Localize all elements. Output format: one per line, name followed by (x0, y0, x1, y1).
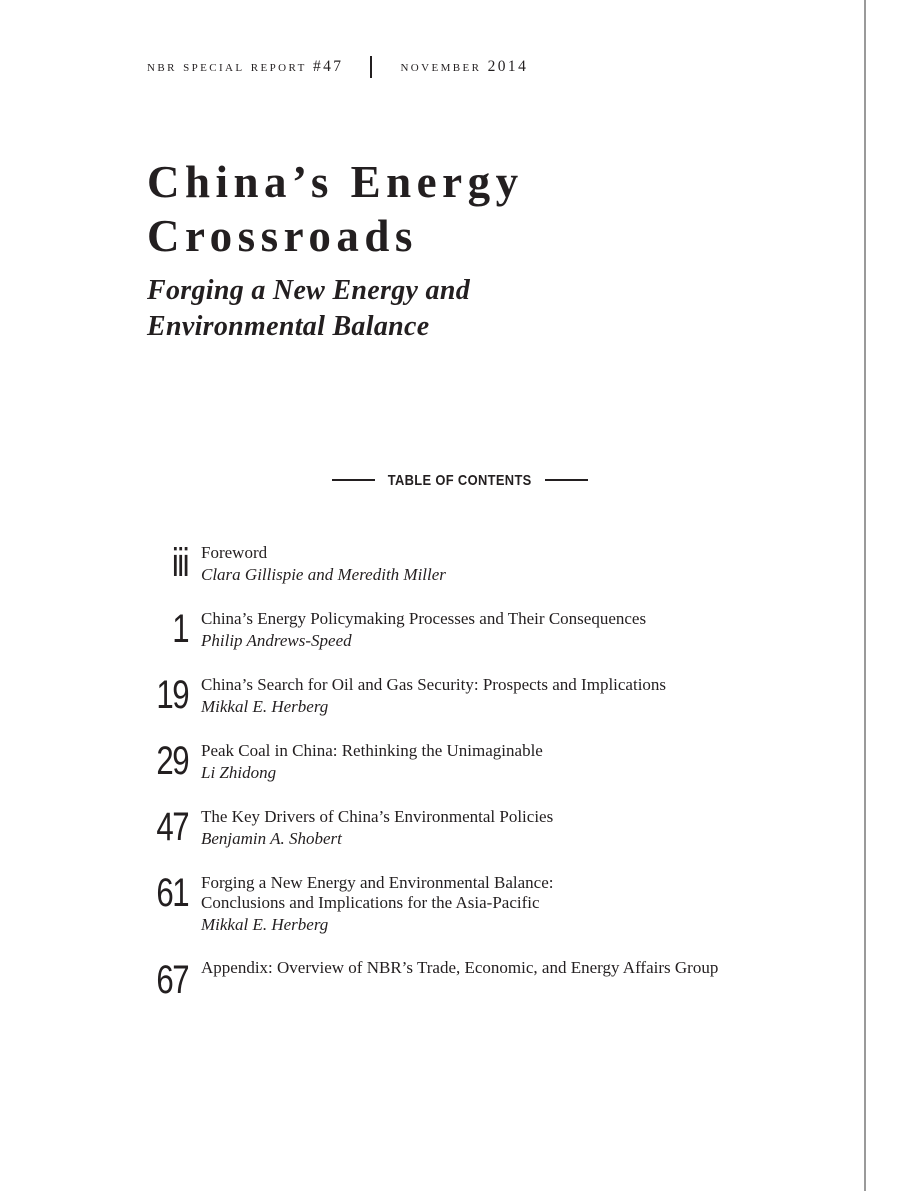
toc-entry-title-line-2[interactable]: Conclusions and Implications for the Asia-Pacific (201, 893, 540, 912)
header-divider (370, 56, 372, 78)
report-title-line-1: China’s Energy (147, 157, 524, 207)
report-subtitle (147, 273, 470, 345)
toc-entry-title[interactable]: Foreword (201, 543, 268, 562)
toc-entry-author: Mikkal E. Herberg (201, 915, 329, 934)
report-title (147, 155, 524, 263)
report-series: nbr special report #47 (147, 58, 344, 75)
toc-entry-author: Benjamin A. Shobert (201, 829, 342, 848)
toc-entry-title[interactable]: China’s Search for Oil and Gas Security: Prospects and Implications (201, 675, 667, 694)
toc-page-number: 47 (156, 805, 188, 849)
page-edge-rule (864, 0, 866, 1191)
toc-entry-title[interactable]: Forging a New Energy and Environmental Balance: (201, 873, 554, 892)
toc-page-number: 67 (156, 958, 188, 1002)
report-header (147, 55, 528, 79)
toc-heading-left-rule (332, 479, 375, 481)
toc-page-number: 29 (156, 739, 188, 783)
toc-entry-author: Li Zhidong (201, 763, 277, 782)
toc-heading (332, 468, 588, 492)
toc-entry-text (201, 873, 554, 935)
toc-entry-title[interactable]: The Key Drivers of China’s Environmental Policies (201, 807, 554, 826)
toc-entry-text (201, 609, 646, 651)
toc-page-number: iii (171, 541, 188, 585)
toc-entry-text (201, 543, 446, 585)
report-subtitle-line-1: Forging a New Energy and (147, 275, 471, 306)
toc-page-number: 19 (156, 673, 188, 717)
toc-entry-author: Mikkal E. Herberg (201, 697, 329, 716)
toc-entry-text (201, 958, 718, 978)
toc-entry-author: Philip Andrews-Speed (201, 631, 352, 650)
toc-heading-right-rule (545, 479, 588, 481)
toc-entry-text (201, 675, 666, 717)
toc-page-number: 1 (172, 607, 188, 651)
toc-entry-text (201, 807, 553, 849)
report-date: november 2014 (400, 58, 529, 75)
toc-entry-title[interactable]: Peak Coal in China: Rethinking the Unimaginable (201, 741, 543, 760)
report-title-line-2: Crossroads (147, 211, 418, 261)
toc-entry-text (201, 741, 543, 783)
toc-entry-title[interactable]: Appendix: Overview of NBR’s Trade, Economic, and Energy Affairs Group (201, 958, 719, 977)
toc-heading-label: TABLE OF CONTENTS (388, 471, 532, 489)
toc-page-number: 61 (156, 871, 188, 915)
report-subtitle-line-2: Environmental Balance (147, 311, 430, 342)
toc-entry-title[interactable]: China’s Energy Policymaking Processes and Their Consequences (201, 609, 647, 628)
toc-entry-author: Clara Gillispie and Meredith Miller (201, 565, 446, 584)
